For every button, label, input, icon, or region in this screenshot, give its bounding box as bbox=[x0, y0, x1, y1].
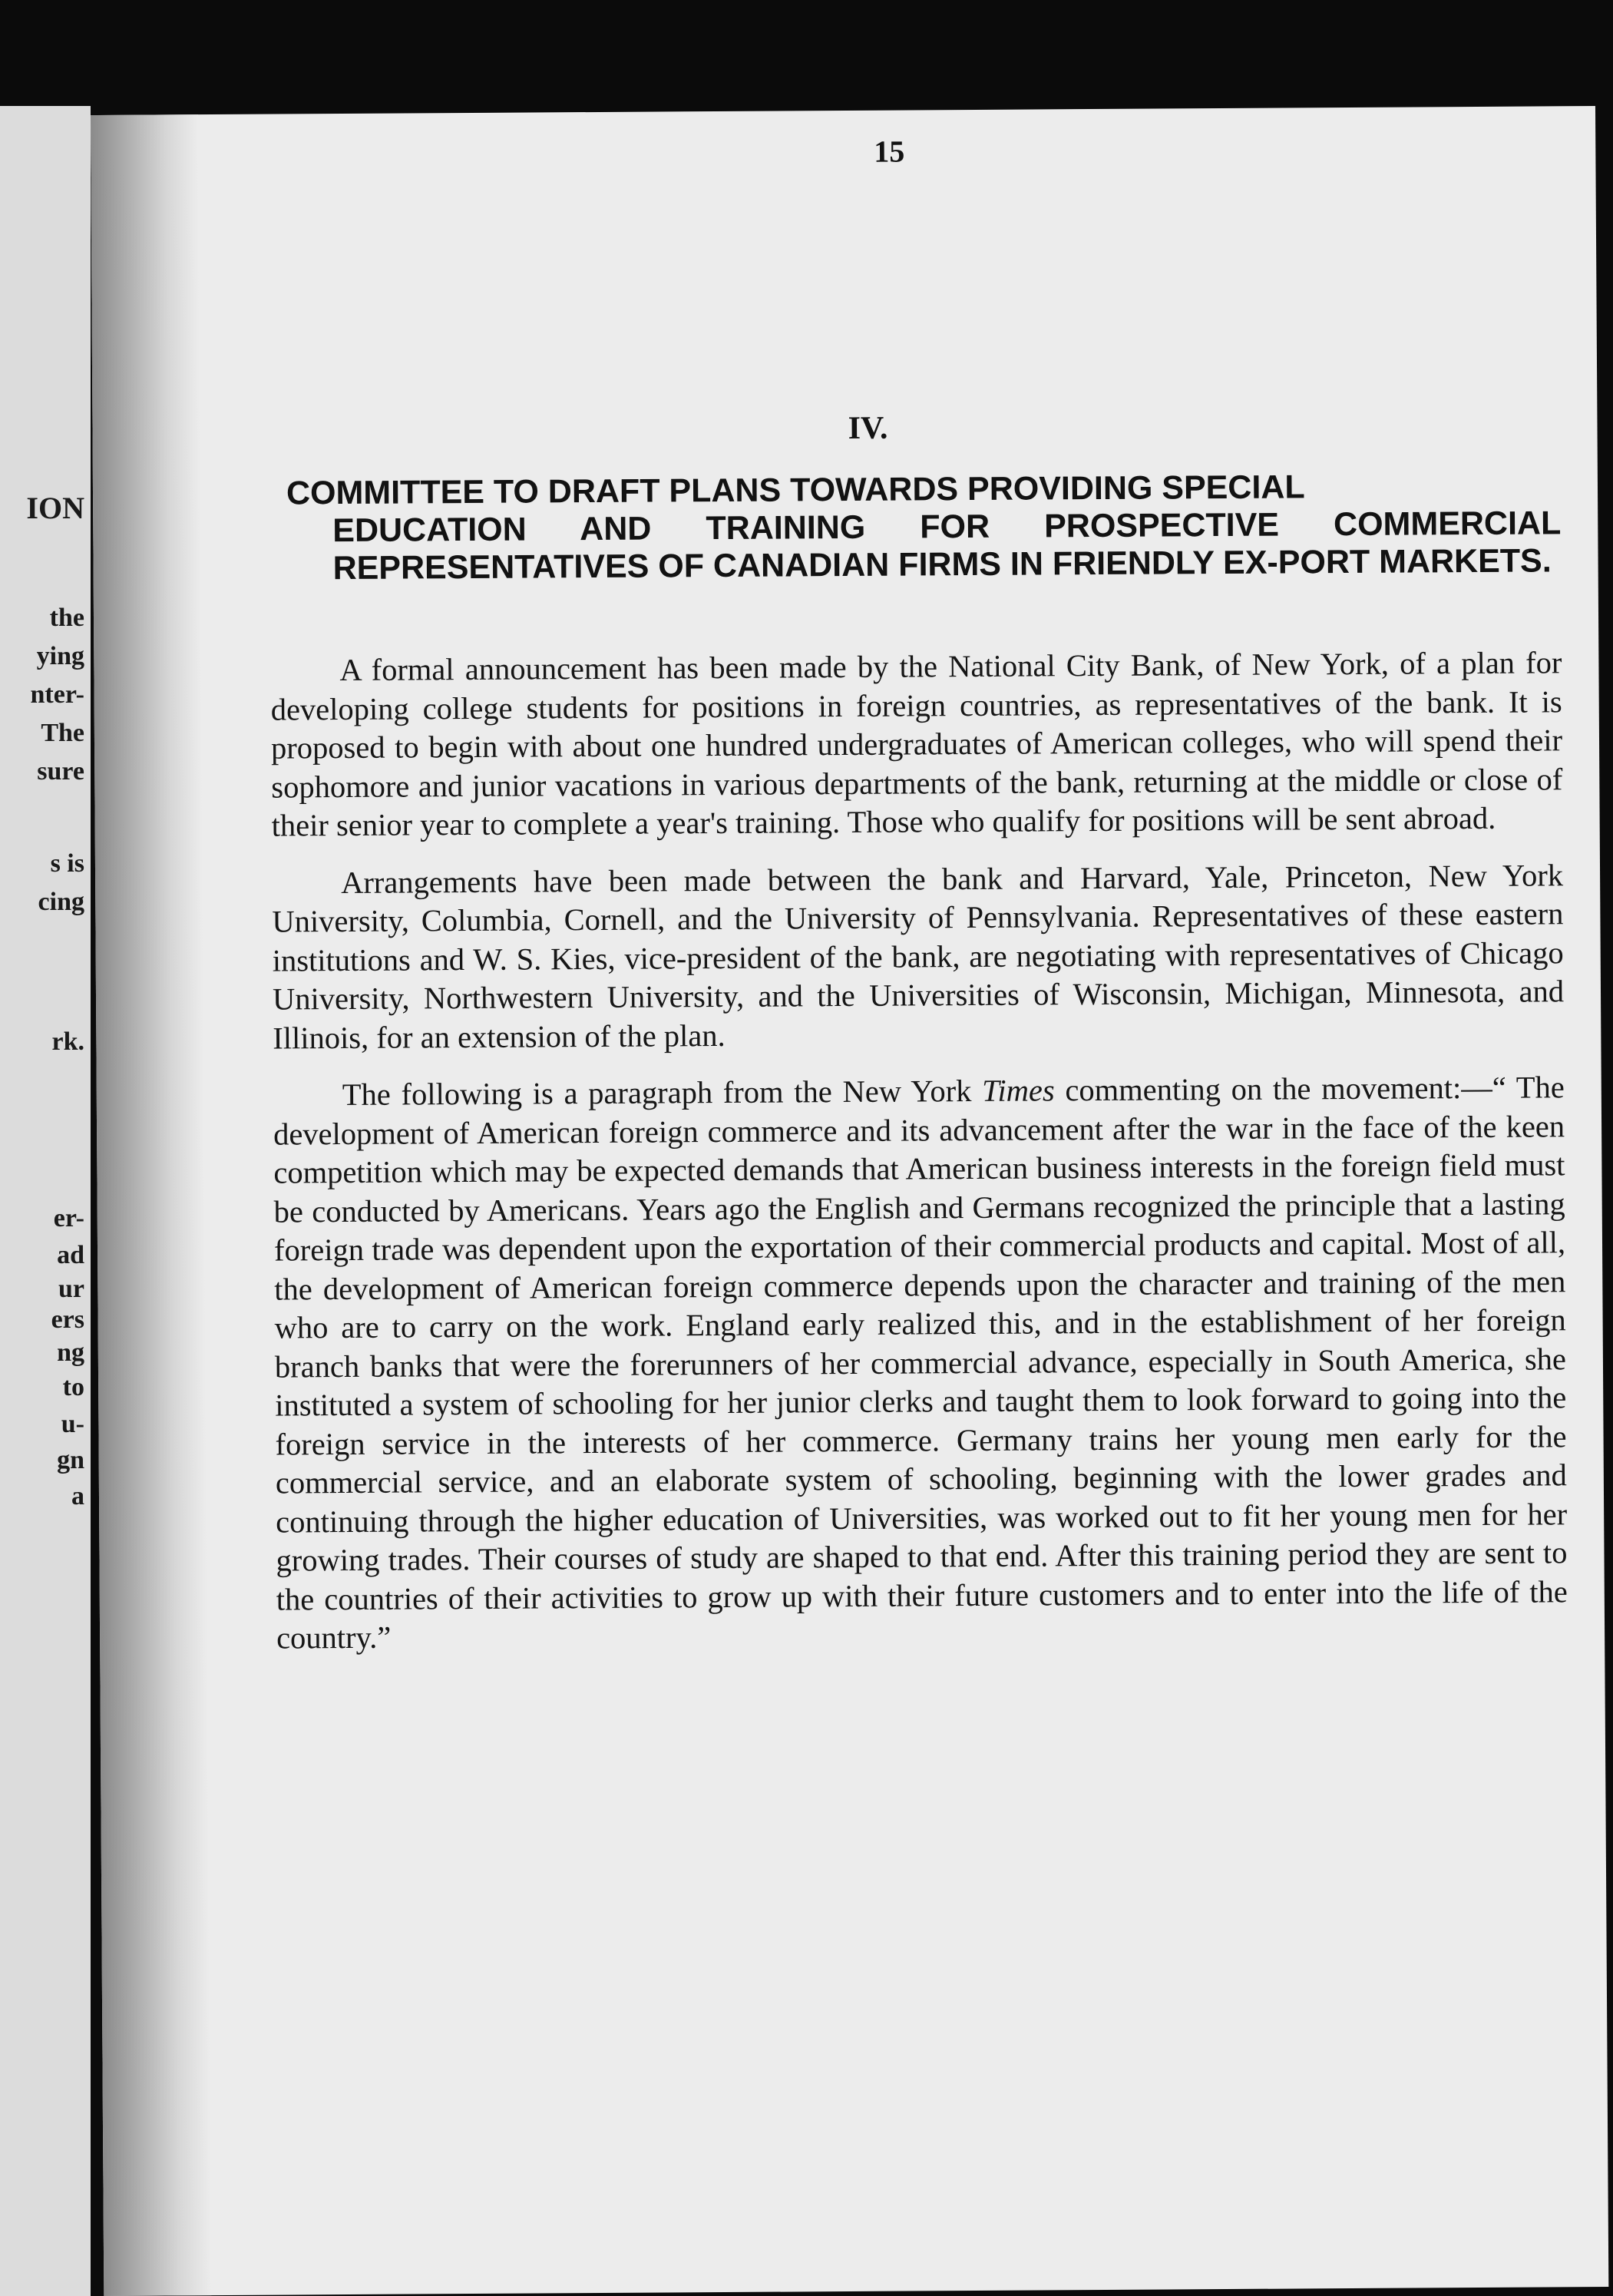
adjacent-page-fragment: the bbox=[49, 604, 84, 632]
adjacent-page-fragment: to bbox=[62, 1373, 84, 1401]
adjacent-page-fragment: a bbox=[71, 1482, 84, 1510]
adjacent-page-fragment: cing bbox=[38, 888, 84, 916]
adjacent-page-fragment: gn bbox=[57, 1446, 84, 1474]
section-heading-continuation: EDUCATION AND TRAINING FOR PROSPECTIVE COMMERCIAL REPRESENTATIVES OF CANADIAN FIRMS IN FRIENDLY EX-PORT MARKETS. bbox=[332, 505, 1562, 587]
newspaper-title: Times bbox=[982, 1073, 1055, 1108]
section-heading bbox=[286, 467, 1562, 587]
quote-lead: The following is a paragraph from the New York bbox=[342, 1073, 983, 1113]
adjacent-page-strip bbox=[0, 106, 91, 2296]
adjacent-page-fragment: u- bbox=[61, 1410, 84, 1438]
adjacent-page-fragment: rk. bbox=[51, 1027, 84, 1056]
binding-shadow bbox=[91, 114, 211, 2296]
adjacent-page-fragment: The bbox=[41, 719, 84, 747]
adjacent-page-fragment: s is bbox=[50, 849, 84, 878]
adjacent-page-fragment: ad bbox=[57, 1241, 84, 1269]
quote-body: commenting on the movement:—“ The development of American foreign commerce and its advancement after the war in the face of the keen competition which may be expected demands that American business interests in the foreign field must be conducted by Americans. Years ago the English and Germans recognized the principle that a lasting foreign trade was dependent upon the exportation of their commercial products and capital. Most of all, the development of American foreign commerce depends upon the character and training of the men who are to carry on the work. England early realized this, and in the establishment of her foreign branch banks that were the forerunners of her commercial advance, especially in South America, she instituted a system of schooling for her junior clerks and taught them to look forward to going into the foreign service in the interests of her commerce. Germany trains her young men early for the commercial service, and an elaborate system of schooling, beginning with the lower grades and continuing through the higher education of Universities, was worked out to fit her young men for her growing trades. Their courses of study are shaped to that end. After this training period they are sent to the countries of their activities to grow up with their future customers and to enter into the life of the country.” bbox=[273, 1070, 1568, 1656]
page-number: 15 bbox=[874, 134, 905, 169]
body-text bbox=[270, 643, 1568, 1676]
adjacent-page-fragment: ur bbox=[58, 1275, 84, 1303]
section-number: IV. bbox=[848, 410, 888, 446]
adjacent-page-fragment: nter- bbox=[30, 680, 84, 709]
adjacent-page-fragment: er- bbox=[53, 1204, 84, 1232]
adjacent-page-fragment: ers bbox=[51, 1305, 84, 1334]
paragraph-announcement: A formal announcement has been made by the National City Bank, of New York, of a plan for developing college students for positions in foreign countries, as representatives of the bank. It is proposed to begin with about one hundred undergraduates of American colleges, who will spend their sophomore and junior vacations in various departments of the bank, returning at the middle or close of their senior year to complete a year's training. Those who qualify for positions will be sent abroad. bbox=[270, 645, 1563, 843]
adjacent-page-fragment: ng bbox=[57, 1338, 84, 1367]
adjacent-page-fragment: sure bbox=[37, 757, 84, 786]
document-page bbox=[91, 106, 1608, 2296]
section-heading-line-1: COMMITTEE TO DRAFT PLANS TOWARDS PROVIDING SPECIAL bbox=[286, 468, 1305, 512]
paragraph-times-quote bbox=[273, 1068, 1568, 1658]
paragraph-arrangements: Arrangements have been made between the bank and Harvard, Yale, Princeton, New York University, Columbia, Cornell, and the University of Pennsylvania. Representatives of these eastern institutions and W. S. Kies, vice-president of the bank, are negotiating with representatives of Chicago University, Northwestern University, and the Universities of Wisconsin, Michigan, Minnesota, and Illinois, for an extension of the plan. bbox=[272, 857, 1565, 1056]
adjacent-page-fragment: ION bbox=[26, 491, 84, 525]
adjacent-page-fragment: ying bbox=[36, 642, 84, 670]
